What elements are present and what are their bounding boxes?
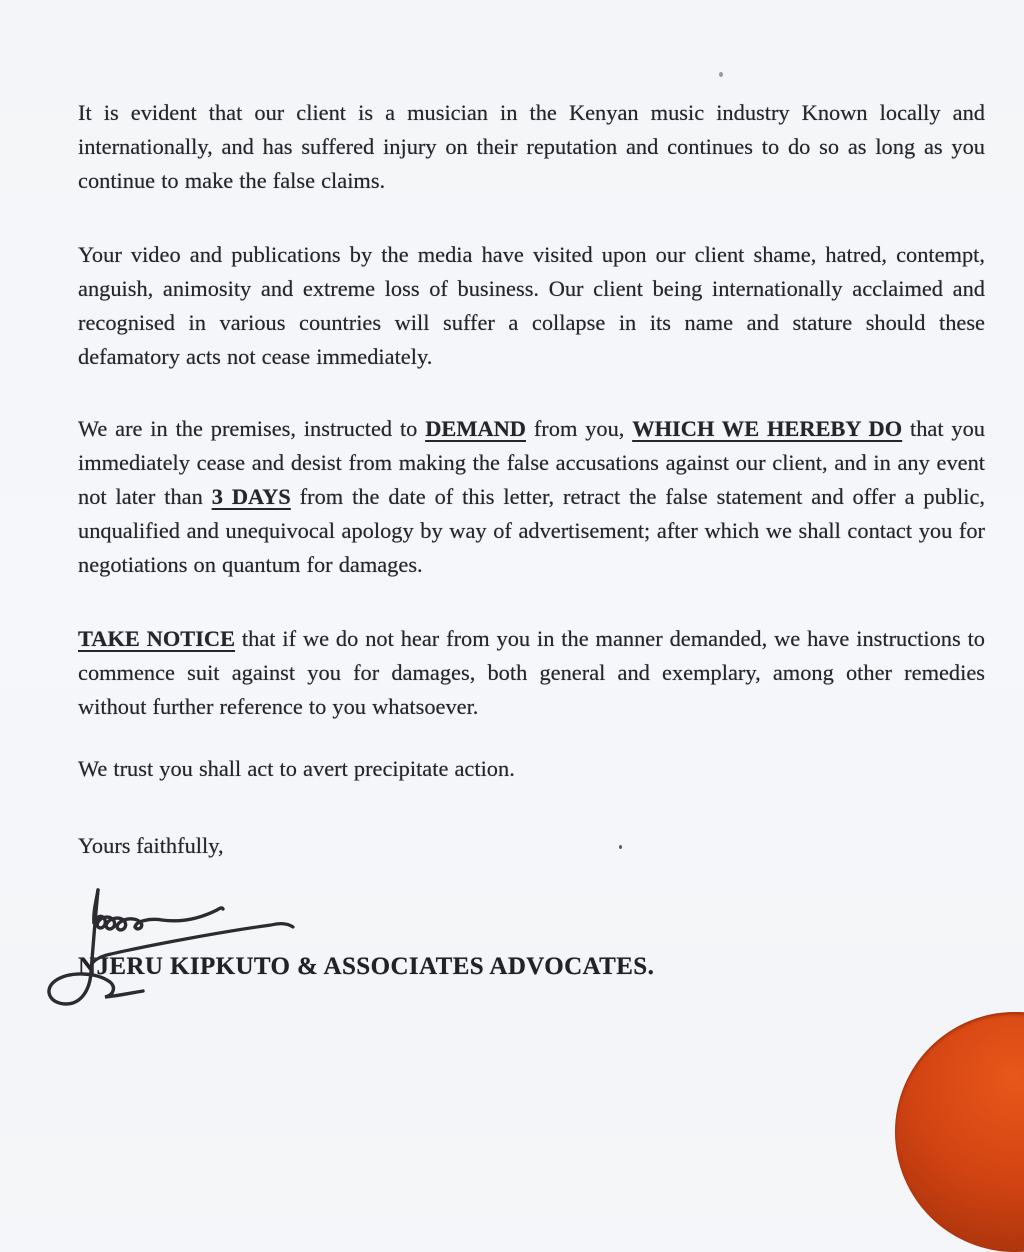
- paragraph-text: We trust you shall act to avert precipitate action.: [78, 756, 515, 781]
- paragraph-text: from the date of this letter, retract the false statement and offer a public, unqualified and unequivocal apology by way of advertisement; after which we shall contact you for negotiations on quantum for damages.: [78, 484, 985, 577]
- emphasis-demand: DEMAND: [425, 416, 526, 441]
- firm-name: NJERU KIPKUTO & ASSOCIATES ADVOCATES.: [78, 953, 655, 980]
- paragraph-take-notice: [78, 622, 985, 724]
- orange-circle-button[interactable]: [895, 1012, 1024, 1252]
- paragraph-text: that you immediately cease and desist from making the false accusations against our client, and in any event not later than: [78, 416, 985, 509]
- paragraph-media-harm: [78, 238, 985, 374]
- emphasis-which-we-hereby-do: WHICH WE HEREBY DO: [632, 416, 903, 441]
- scan-speck: [719, 72, 723, 77]
- paragraph-text: It is evident that our client is a musician in the Kenyan music industry Known locally and internationally, and has suffered injury on their reputation and continues to do so as long as you continue to make the false claims.: [78, 100, 985, 193]
- closing-salutation: Yours faithfully,: [78, 833, 224, 858]
- paragraph-trust: [78, 752, 985, 786]
- scan-speck: [619, 845, 622, 849]
- emphasis-take-notice: TAKE NOTICE: [78, 626, 236, 651]
- paragraph-text: We are in the premises, instructed to: [78, 416, 426, 441]
- paragraph-demand: [78, 412, 985, 582]
- paragraph-text: that if we do not hear from you in the manner demanded, we have instructions to commence suit against you for damages, both general and exemplary, among other remedies without further reference to you whatsoever.: [78, 626, 986, 719]
- emphasis-3-days: 3 DAYS: [211, 484, 291, 509]
- paragraph-text: from you,: [525, 416, 633, 441]
- paragraph-text: Your video and publications by the media have visited upon our client shame, hatred, contempt, anguish, animosity and extreme loss of business. Our client being internationally acclaimed and recognised in various countries will suffer a collapse in its name and stature should these defamatory acts not cease immediately.: [78, 242, 985, 369]
- paragraph-client-reputation: [78, 96, 985, 198]
